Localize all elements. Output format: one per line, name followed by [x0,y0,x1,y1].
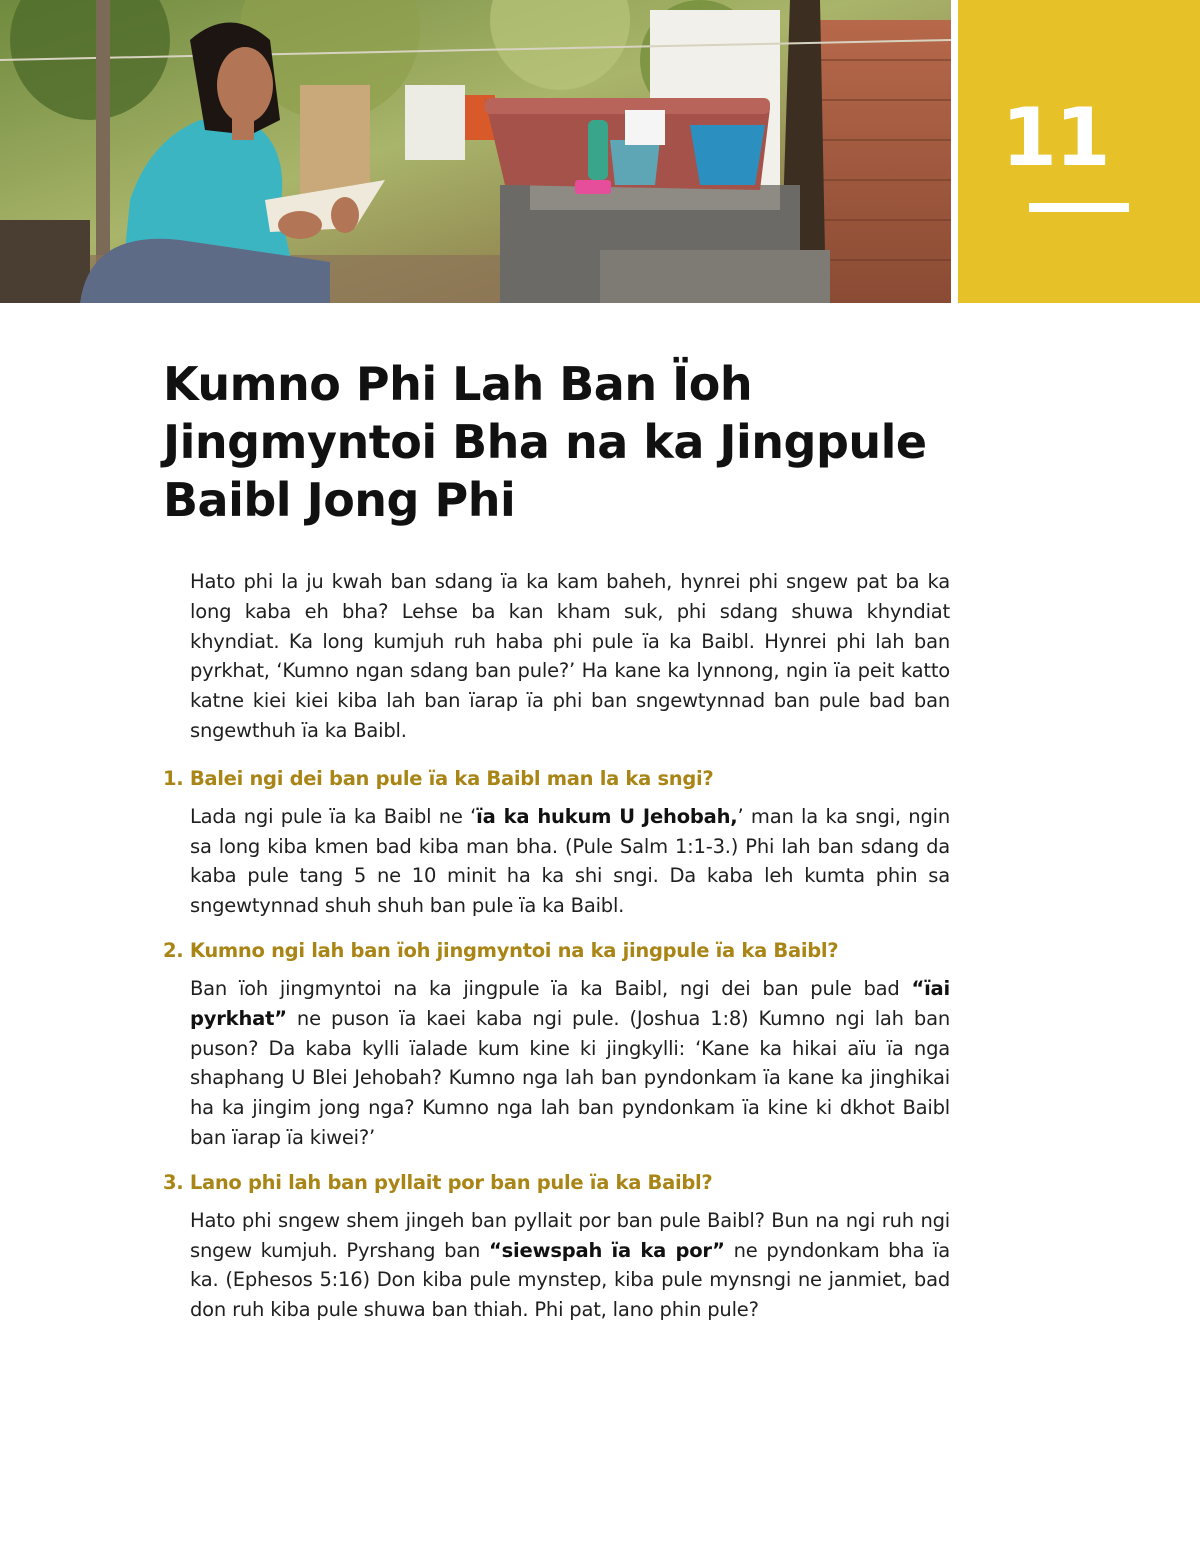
lesson-number: 11 [1001,91,1109,184]
lesson-body [163,567,950,1342]
lesson-title [163,355,983,529]
answer-paragraph [190,1206,950,1325]
answer-text: Ban ïoh jingmyntoi na ka jingpule ïa ka Baibl, ngi dei ban pule bad [190,976,912,1000]
answer-text: ne puson ïa kaei kaba ngi pule. (Joshua 1:8) Kumno ngi lah ban puson? Da kaba kylli ïalade kum kine ki jingkylli: ‘Kane ka hikai aïu ïa nga shaphang U Blei Jehobah? Kumno nga lah ban pyndonkam ïa kane ka jinghikai ha ka jingim jong nga? Kumno nga lah ban pyndonkam ïa kine ki dkhot Baibl ban ïarap ïa kiwei?’ [190,1006,950,1149]
question-heading: 2. Kumno ngi lah ban ïoh jingmyntoi na ka jingpule ïa ka Baibl? [163,938,839,962]
answer-emphasis: “ïai pyrkhat” [190,976,950,1030]
lesson-number-rule [1029,203,1129,212]
answer-text: Lada ngi pule ïa ka Baibl ne ‘ [190,804,477,828]
answer-text: ’ man la ka sngi, ngin sa long kiba kmen bad kiba man bha. (Pule Salm 1:1-3.) Phi lah ban sdang da kaba pule tang 5 ne 10 minit ha ka shi sngi. Da kaba leh kumta phin sa sngewtynnad shuh shuh ban pule ïa ka Baibl. [190,804,951,918]
header-photo [0,0,951,303]
title-line: Kumno Phi Lah Ban Ïoh [163,357,753,411]
title-line: Baibl Jong Phi [163,473,516,527]
answer-paragraph [190,802,950,921]
answer-emphasis: “siewspah ïa ka por” [488,1238,725,1262]
question-section [163,766,950,921]
question-heading: 1. Balei ngi dei ban pule ïa ka Baibl man la ka sngi? [163,766,714,790]
lesson-badge [958,0,1200,303]
answer-paragraph [190,974,950,1153]
answer-text: Hato phi sngew shem jingeh ban pyllait por ban pule Baibl? Bun na ngi ruh ngi sngew kumjuh. Pyrshang ban [190,1208,950,1262]
title-line: Jingmyntoi Bha na ka Jingpule [163,415,927,469]
question-heading: 3. Lano phi lah ban pyllait por ban pule ïa ka Baibl? [163,1170,713,1194]
answer-emphasis: ïa ka hukum U Jehobah, [476,804,738,828]
answer-text: ne pyndonkam bha ïa ka. (Ephesos 5:16) Don kiba pule mynstep, kiba pule mynsngi ne janmiet, bad don ruh kiba pule shuwa ban thiah. Phi pat, lano phin pule? [190,1238,950,1322]
intro-paragraph: Hato phi la ju kwah ban sdang ïa ka kam baheh, hynrei phi sngew pat ba ka long kaba eh bha? Lehse ba kan kham suk, phi sdang shuwa khyndiat khyndiat. Ka long kumjuh ruh haba phi pule ïa ka Baibl. Hynrei phi lah ban pyrkhat, ‘Kumno ngan sdang ban pule?’ Ha kane ka lynnong, ngin ïa peit katto katne kiei kiei kiba lah ban ïarap ïa phi ban sngewtynnad ban pule bad ban sngewthuh ïa ka Baibl. [190,570,950,742]
question-section [163,1170,950,1325]
question-section [163,938,950,1153]
